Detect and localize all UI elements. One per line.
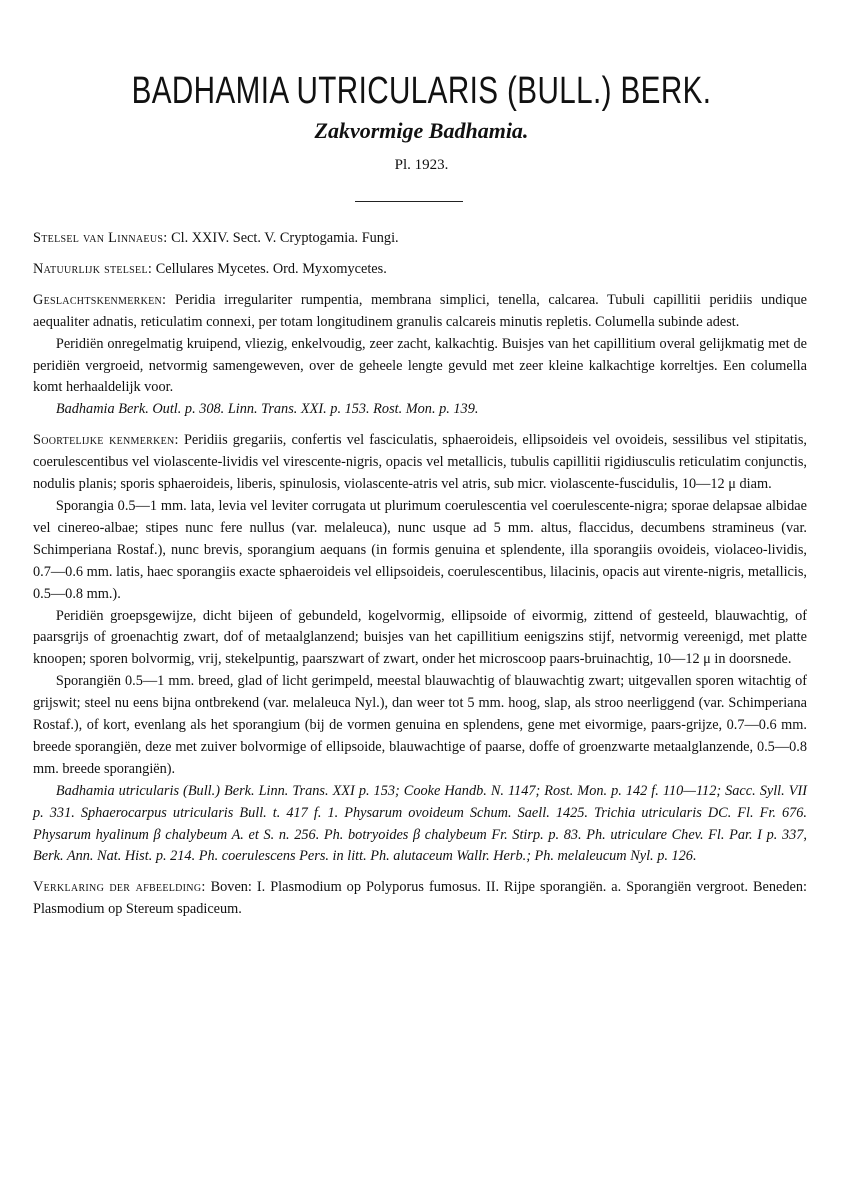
natural-system-label: Natuurlijk stelsel:: [33, 260, 153, 277]
natural-system-text: Cellulares Mycetes. Ord. Myxomycetes.: [155, 260, 387, 277]
species-latin-paragraph-1: [33, 430, 807, 496]
plate-explanation-label: Verklaring der afbeelding:: [33, 879, 206, 896]
species-dutch-paragraph-2: Sporangiën 0.5—1 mm. breed, glad of licht gerimpeld, meestal blauwachtig of blauwachtig zwart; uitgevallen sporen witachtig of grijswit; steel nu eens bijna ontbrekend (var. melaleuca Nyl.), dan weer tot 5 mm. hoog, slap, als stroo neerliggend (var. Schimperiana Rostaf.), of kort, evenlang als het sporangium (bij de vormen genuina en splendens, gene met eivormige, paars-grijze, 0.7—0.6 mm. breede sporangiën, deze met zuiver bolvormige of ellipsoide, blauwachtige of paarse, doffe of groenzwarte metaalglanzende, 0.5—0.8 mm. breede sporangiën).: [33, 673, 807, 777]
species-label: Soortelijke kenmerken:: [33, 432, 179, 449]
genus-latin-paragraph: [33, 290, 807, 334]
genus-dutch-paragraph: Peridiën onregelmatig kruipend, vliezig, enkelvoudig, zeer zacht, kalkachtig. Buisjes van het capillitium overal gelijkmatig met de peridiën vergroeid, netvormig samengeweven, over de geheele lengte gevuld met zeer kleine kalkachtige korreltjes. Een columella komt herhaaldelijk voor.: [33, 335, 807, 396]
page-subtitle: Zakvormige Badhamia.: [314, 118, 529, 143]
natural-system-paragraph: [33, 259, 807, 281]
divider-rule: [355, 201, 463, 202]
genus-label: Geslachtskenmerken:: [33, 291, 167, 308]
species-latin-text-1: Peridiis gregariis, confertis vel fasciculatis, sphaeroideis, ellipsoideis vel ovoideis, sessilibus vel stipitatis, coerulescentibus vel violascente-lividis vel virescente-nigris, opacis vel metallicis, tubulis capillitii rigidiusculis reticulatim conjunctis, nodulis planis; sporis sphaeroideis, liberis, spinulosis, violascente-atris vel atris, sub micr. violascente-fuscidulis, 10—12 μ diam.: [33, 432, 808, 493]
species-dutch-paragraph-1: Peridiën groepsgewijze, dicht bijeen of gebundeld, kogelvormig, ellipsoide of eivormig, zittend of gesteeld, blauwachtig, of paarsgrijs of groenachtig zwart, dof of metaalglanzend; buisjes van het capillitium eenigszins stijf, netvormig vereenigd, met platte knoopen; sporen bolvormig, vrij, stekelpuntig, paarszwart of zwart, onder het microscoop paars-bruinachtig, 10—12 μ in doorsnede.: [33, 607, 807, 668]
genus-reference: Badhamia Berk. Outl. p. 308. Linn. Trans. XXI. p. 153. Rost. Mon. p. 139.: [55, 401, 479, 418]
plate-explanation-paragraph: [33, 877, 807, 921]
plate-number: Pl. 1923.: [394, 157, 449, 173]
system-linnaeus-label: Stelsel van Linnaeus:: [33, 230, 168, 246]
page-title: BADHAMIA UTRICULARIS (BULL.) BERK.: [131, 70, 712, 112]
species-synonymy: Badhamia utricularis (Bull.) Berk. Linn. Trans. XXI p. 153; Cooke Handb. N. 1147; Rost. Mon. p. 142 f. 110—112; Sacc. Syll. VII p. 331. Sphaerocarpus utricularis Bull. t. 417 f. 1. Physarum ovoideum Schum. Saell. 1425. Trichia utricularis DC. Fl. Fr. 676. Physarum hyalinum β chalybeum A. et S. n. 256. Ph. botryoides β chalybeum Fr. Stirp. p. 83. Ph. utriculare Chev. Fl. Par. I p. 337, Berk. Ann. Nat. Hist. p. 214. Ph. coerulescens Pers. in litt. Ph. alutaceum Wallr. Herb.; Ph. melaleucum Nyl. p. 126.: [33, 782, 807, 865]
genus-latin-text: Peridia irregulariter rumpentia, membrana simplici, tenella, calcarea. Tubuli capillitii peridiis undique aequaliter adnatis, reticulatim connexi, per totam longitudinem granulis calcareis minutis repletis. Columella subinde adest.: [33, 291, 808, 330]
species-latin-paragraph-2: Sporangia 0.5—1 mm. lata, levia vel leviter corrugata ut plurimum coerulescentia vel coerulescente-nigra; sporae delapsae albidae vel cinereo-albae; stipes nunc fere nullus (var. melaleuca), nunc usque ad 5 mm. altus, flaccidus, decumbens stramineus (var. Schimperiana Rostaf.), nunc brevis, sporangium aequans (in formis genuina et splendente, illa sporangiis ovoideis, violaceo-lividis, 0.7—0.6 mm. latis, haec sporangiis exacte sphaeroideis vel ellipsoideis, coerulescentibus, lilacinis, opacis aut virente-nigris, metallicis, 0.5—0.8 mm.).: [33, 497, 807, 602]
system-linnaeus-text: Cl. XXIV. Sect. V. Cryptogamia. Fungi.: [171, 230, 399, 246]
plate-explanation-text: Boven: I. Plasmodium op Polyporus fumosus. II. Rijpe sporangiën. a. Sporangiën vergroot. Beneden: Plasmodium op Stereum spadiceum.: [33, 879, 808, 918]
document-body: [33, 228, 807, 921]
system-linnaeus-paragraph: [33, 228, 807, 250]
